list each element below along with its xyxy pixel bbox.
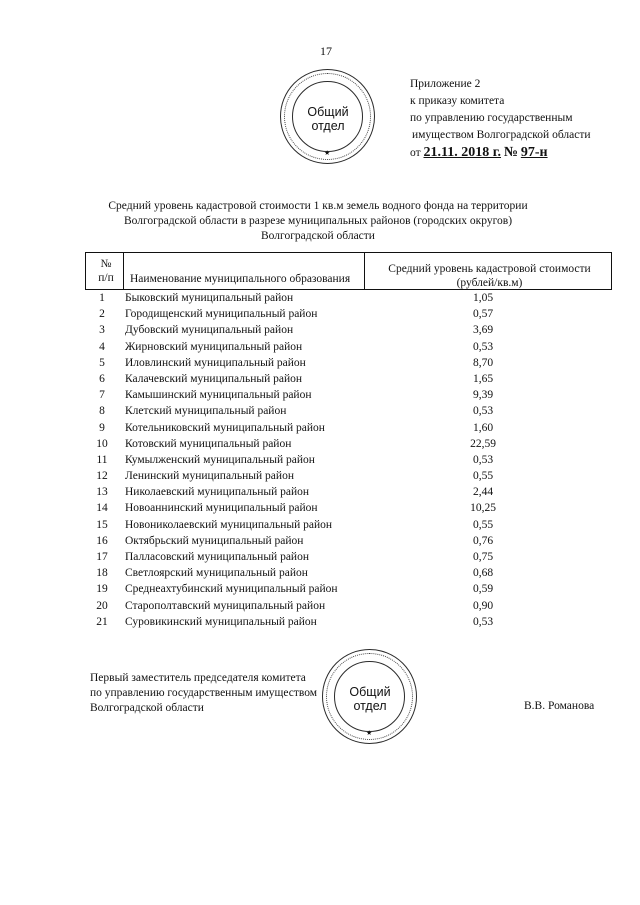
row-cadastral-value: 0,53 [472, 405, 494, 418]
row-cadastral-value: 0,55 [472, 518, 494, 531]
row-municipality-name: Котельниковский муниципальный район [125, 421, 325, 434]
row-cadastral-value: 0,53 [472, 615, 494, 628]
row-cadastral-value: 0,55 [472, 470, 494, 483]
title-line-1: Средний уровень кадастровой стоимости 1 кв.м земель водного фонда на территории [108, 200, 528, 212]
row-municipality-name: Клетский муниципальный район [125, 405, 287, 418]
row-number: 18 [96, 567, 108, 580]
row-number: 9 [99, 421, 105, 434]
row-cadastral-value: 2,44 [472, 486, 494, 499]
row-number: 19 [96, 583, 108, 596]
order-number: 97-н [520, 145, 548, 160]
row-municipality-name: Дубовский муниципальный район [125, 324, 294, 337]
row-number: 1 [99, 292, 105, 304]
row-number: 15 [96, 518, 108, 531]
row-municipality-name: Иловлинский муниципальный район [125, 356, 306, 369]
row-municipality-name: Палласовский муниципальный район [125, 551, 309, 563]
signatory-title-line-1: Первый заместитель председателя комитета [90, 672, 306, 684]
document-title [90, 199, 546, 244]
row-municipality-name: Кумылженский муниципальный район [125, 453, 315, 466]
row-municipality-name: Котовский муниципальный район [125, 437, 292, 450]
row-municipality-name: Жирновский муниципальный район [125, 340, 303, 353]
table-header [85, 252, 612, 290]
appendix-line-4: имуществом Волгоградской области [412, 129, 591, 141]
signature-block [90, 671, 317, 716]
table-row [85, 403, 612, 419]
table-row [85, 452, 612, 468]
table-row [85, 436, 612, 452]
table-body [85, 290, 612, 630]
table-row [85, 549, 612, 565]
appendix-line-3: по управлению государственным [410, 112, 573, 124]
row-number: 7 [99, 389, 105, 402]
row-number: 14 [96, 502, 108, 515]
appendix-line-2: к приказу комитета [410, 95, 505, 107]
table-row [85, 420, 612, 436]
row-municipality-name: Камышинский муниципальный район [125, 389, 312, 402]
row-cadastral-value: 3,69 [472, 324, 494, 337]
row-number: 21 [96, 615, 108, 628]
row-cadastral-value: 10,25 [470, 502, 496, 515]
header-name: Наименование муниципального образования [130, 273, 351, 285]
date-prefix: от [410, 147, 421, 159]
row-municipality-name: Новониколаевский муниципальный район [125, 518, 333, 531]
stamp-star-icon: ★ [324, 149, 331, 157]
row-municipality-name: Октябрьский муниципальный район [125, 534, 304, 547]
row-cadastral-value: 0,53 [472, 340, 494, 353]
row-cadastral-value: 0,57 [472, 308, 494, 321]
header-divider [123, 252, 124, 290]
row-cadastral-value: 0,53 [472, 453, 494, 466]
row-municipality-name: Николаевский муниципальный район [125, 486, 310, 499]
row-municipality-name: Городищенский муниципальный район [125, 308, 318, 321]
row-number: 11 [96, 453, 108, 466]
table-row [85, 517, 612, 533]
row-cadastral-value: 1,60 [472, 421, 494, 434]
row-number: 4 [99, 340, 105, 353]
row-municipality-name: Суровикинский муниципальный район [125, 615, 317, 628]
table-row [85, 484, 612, 500]
table-row [85, 500, 612, 516]
cadastral-value-table [85, 252, 612, 630]
row-municipality-name: Старополтавский муниципальный район [125, 599, 326, 612]
stamp-center-text: Общий отдел [307, 105, 349, 133]
header-value [367, 262, 612, 290]
table-row [85, 322, 612, 338]
row-number: 12 [96, 470, 108, 483]
title-line-2: Волгоградской области в разрезе муниципальных районов (городских округов) [123, 215, 513, 227]
row-number: 8 [99, 405, 105, 418]
number-prefix: № [503, 145, 518, 160]
row-number: 3 [99, 324, 105, 337]
header-top-border [85, 252, 612, 253]
appendix-date-line [410, 144, 591, 162]
row-municipality-name: Быковский муниципальный район [125, 292, 294, 304]
header-number-sign: № [100, 258, 112, 270]
table-row [85, 387, 612, 403]
signatory-title-line-2: по управлению государственным имуществом [90, 687, 318, 699]
title-line-3: Волгоградской области [261, 230, 375, 242]
row-municipality-name: Новоаннинский муниципальный район [125, 502, 318, 515]
order-date: 21.11. 2018 г. [423, 145, 502, 160]
appendix-header [410, 76, 591, 162]
header-left-border [85, 252, 86, 290]
header-divider [364, 252, 365, 290]
stamp-general-department [322, 649, 418, 745]
appendix-line-1: Приложение 2 [410, 78, 481, 90]
row-cadastral-value: 8,70 [472, 356, 494, 369]
row-cadastral-value: 9,39 [472, 389, 494, 402]
row-number: 13 [96, 486, 108, 499]
signatory-title-line-3: Волгоградской области [90, 702, 204, 714]
table-row [85, 290, 612, 306]
row-municipality-name: Светлоярский муниципальный район [125, 567, 308, 580]
header-number-pp: п/п [98, 272, 114, 284]
header-value-line-1: Средний уровень кадастровой стоимости [388, 263, 591, 275]
page-number: 17 [320, 44, 332, 58]
row-number: 5 [99, 356, 105, 369]
row-number: 10 [96, 437, 108, 450]
table-row [85, 339, 612, 355]
row-number: 2 [99, 308, 105, 321]
table-row [85, 598, 612, 614]
row-number: 16 [96, 534, 108, 547]
row-cadastral-value: 0,76 [472, 534, 494, 547]
table-row [85, 468, 612, 484]
row-cadastral-value: 0,68 [472, 567, 494, 580]
row-cadastral-value: 1,05 [472, 292, 494, 304]
table-row [85, 355, 612, 371]
table-row [85, 581, 612, 597]
table-row [85, 371, 612, 387]
table-row [85, 614, 612, 630]
row-cadastral-value: 0,59 [472, 583, 494, 596]
row-number: 17 [96, 551, 108, 563]
row-municipality-name: Ленинский муниципальный район [125, 470, 294, 483]
row-cadastral-value: 0,90 [472, 599, 494, 612]
row-cadastral-value: 1,65 [472, 372, 494, 385]
table-row [85, 533, 612, 549]
stamp-star-icon: ★ [366, 729, 373, 737]
table-row [85, 306, 612, 322]
row-cadastral-value: 0,75 [472, 551, 494, 563]
row-cadastral-value: 22,59 [470, 437, 496, 450]
row-number: 20 [96, 599, 108, 612]
signatory-name: В.В. Романова [524, 700, 595, 712]
header-number [91, 257, 121, 285]
row-municipality-name: Среднеахтубинский муниципальный район [125, 583, 338, 596]
row-municipality-name: Калачевский муниципальный район [125, 372, 303, 385]
table-row [85, 565, 612, 581]
header-value-line-2: (рублей/кв.м) [456, 277, 523, 289]
row-number: 6 [99, 372, 105, 385]
stamp-center-text: Общий отдел [349, 685, 391, 713]
stamp-general-department [280, 69, 376, 165]
